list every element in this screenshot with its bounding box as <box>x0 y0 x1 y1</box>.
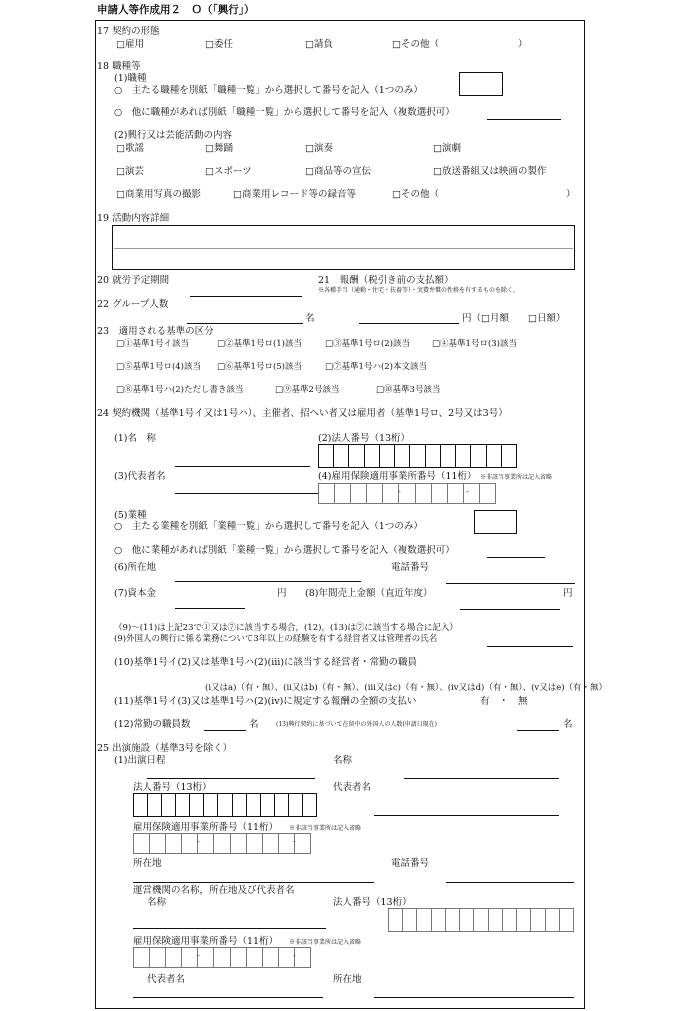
checkbox-drama[interactable]: □演劇 <box>433 143 461 154</box>
full-payment-options[interactable]: 有 ・ 無 <box>480 696 528 707</box>
checkbox-criteria-7[interactable]: □⑦基準1号ハ(2)本文該当 <box>325 362 427 372</box>
radio-other-job[interactable]: ○ 他に職種があれば別紙「職種一覧」から選択して番号を記入（複数選択可） <box>114 107 455 118</box>
foreign-staff-label: (13)興行契約に基づいて在留中の外国人の人数(申請日現在) <box>276 721 437 728</box>
capital-label: (7)資本金 <box>114 588 156 599</box>
operator-representative-field[interactable] <box>133 997 323 998</box>
paren-close: ） <box>566 189 576 200</box>
checkbox-criteria-10[interactable]: □⑩基準3号該当 <box>376 385 441 395</box>
org-name-field[interactable] <box>175 466 310 467</box>
checkbox-other-contract[interactable]: □その他（ <box>392 39 439 50</box>
capital-field[interactable] <box>175 608 245 609</box>
radio-main-industry[interactable]: ○ 主たる業種を別紙「業種一覧」から選択して番号を記入（1つのみ） <box>114 521 423 532</box>
group-size-field[interactable] <box>187 323 303 324</box>
operator-representative-label: 代表者名 <box>147 974 186 985</box>
people-unit: 名 <box>563 719 573 730</box>
operator-address-field[interactable] <box>374 997 574 998</box>
annual-sales-label: (8)年間売上金額（直近年度） <box>305 588 433 599</box>
operator-corp-number-cells[interactable] <box>388 908 574 932</box>
work-period-field[interactable] <box>190 296 302 297</box>
checkbox-sports[interactable]: □スポーツ <box>205 166 252 177</box>
checkbox-mandate[interactable]: □委任 <box>205 39 233 50</box>
reward-period-options[interactable]: 円（□月額 □日額） <box>462 313 566 324</box>
venue-address-field[interactable] <box>133 882 374 883</box>
radio-other-industry[interactable]: ○ 他に業種があれば別紙「業種一覧」から選択して番号を記入（複数選択可） <box>114 545 455 556</box>
venue-corp-number-cells[interactable] <box>133 793 317 817</box>
industry-label: (5)業種 <box>114 510 147 521</box>
annual-sales-field[interactable] <box>460 609 560 610</box>
dash-separator: - <box>197 837 200 846</box>
org-name-label: (1)名 称 <box>114 433 156 444</box>
venue-name-label: 名称 <box>333 755 353 766</box>
corp-number-label: (2)法人番号（13桁） <box>318 433 411 444</box>
checkbox-recording[interactable]: □商業用レコード等の録音等 <box>233 189 356 200</box>
s23-title: 23 適用される基準の区分 <box>97 326 214 337</box>
s25-title: 25 出演施設（基準3号を除く） <box>97 743 233 754</box>
staff-count-label: (12)常勤の職員数 <box>114 719 191 730</box>
venue-representative-field[interactable] <box>374 815 559 816</box>
checkbox-other-activity[interactable]: □その他（ <box>392 189 439 200</box>
performance-schedule-field[interactable] <box>147 778 315 779</box>
dash-separator: - <box>293 837 296 846</box>
reward-title: 21 報酬（税引き前の支払額） <box>318 275 454 286</box>
checkbox-criteria-9[interactable]: □⑨基準2号該当 <box>275 385 340 395</box>
reward-amount-field[interactable] <box>359 323 459 324</box>
dash-separator: - <box>197 951 200 960</box>
checkbox-song[interactable]: □歌謡 <box>116 143 144 154</box>
fulltime-staff-label: (10)基準1号イ(2)又は基準1号ハ(2)(ⅲ)に該当する経営者・常勤の職員 <box>114 657 418 668</box>
s19-title: 19 活動内容詳細 <box>97 213 170 224</box>
reward-note: ※各種手当（通勤・住宅・扶養等）・実費弁償の性格を有するものを除く。 <box>318 287 519 294</box>
venue-representative-label: 代表者名 <box>333 782 372 793</box>
operator-employment-insurance-note: ※非該当事業所は記入省略 <box>289 939 362 946</box>
people-unit: 名 <box>305 313 315 324</box>
employment-insurance-label: (4)雇用保険適用事業所番号（11桁） <box>318 471 477 482</box>
employment-insurance-note: ※非該当事業所は記入省略 <box>480 474 553 481</box>
address-label: (6)所在地 <box>114 562 156 573</box>
yen-unit: 円 <box>563 588 573 599</box>
representative-field[interactable] <box>175 493 318 494</box>
checkbox-employment[interactable]: □雇用 <box>116 39 144 50</box>
venue-name-field[interactable] <box>404 778 559 779</box>
checkbox-criteria-1[interactable]: □①基準1号イ該当 <box>116 339 189 349</box>
s24-title: 24 契約機関（基準1号イ又は1号ハ）、主催者、招へい者又は雇用者（基準1号ロ、2号又は3号） <box>97 408 508 419</box>
yen-unit: 円 <box>277 588 287 599</box>
s22-title: 22 グループ人数 <box>97 299 169 310</box>
operator-name-label: 名称 <box>147 897 167 908</box>
other-industry-field[interactable] <box>487 557 545 558</box>
performance-schedule-label: (1)出演日程 <box>114 755 166 766</box>
foreign-staff-field[interactable] <box>517 730 559 731</box>
venue-address-label: 所在地 <box>133 858 162 869</box>
phone-label: 電話番号 <box>391 562 430 573</box>
checkbox-criteria-8[interactable]: □⑧基準1号ハ(2)ただし書き該当 <box>116 385 244 395</box>
checkbox-criteria-4[interactable]: □④基準1号ロ(3)該当 <box>432 339 517 349</box>
venue-employment-insurance-label: 雇用保険適用事業所番号（11桁） <box>133 822 279 833</box>
checkbox-criteria-2[interactable]: □②基準1号ロ(1)該当 <box>217 339 302 349</box>
representative-label: (3)代表者名 <box>114 471 166 482</box>
operator-heading: 運営機関の名称，所在地及び代表者名 <box>133 885 295 896</box>
dash-separator: - <box>466 487 469 496</box>
radio-main-job[interactable]: ○ 主たる職種を別紙「職種一覧」から選択して番号を記入（1つのみ） <box>114 85 423 96</box>
dash-separator: - <box>398 487 401 496</box>
s18-activity-label: (2)興行又は芸能活動の内容 <box>114 130 232 141</box>
venue-phone-field[interactable] <box>446 882 574 883</box>
conditional-note: （9)～(11)は上記23で①又は⑦に該当する場合，(12)，(13)は⑦に該当する場合に記入） <box>114 623 458 633</box>
staff-count-field[interactable] <box>204 730 246 731</box>
manager-name-field[interactable] <box>487 646 573 647</box>
s18-job-label: (1)職種 <box>114 73 147 84</box>
checkbox-broadcast[interactable]: □放送番組又は映画の製作 <box>433 166 547 177</box>
operator-employment-insurance-label: 雇用保険適用事業所番号（11桁） <box>133 936 279 947</box>
address-field[interactable] <box>175 581 361 582</box>
checkbox-criteria-6[interactable]: □⑥基準1号ロ(5)該当 <box>217 362 302 372</box>
employment-insurance-cells[interactable] <box>318 483 496 504</box>
checkbox-criteria-3[interactable]: □③基準1号ロ(2)該当 <box>325 339 410 349</box>
activity-details-field[interactable] <box>112 225 575 270</box>
corp-number-cells[interactable] <box>318 444 517 468</box>
checkbox-promotion[interactable]: □商品等の宣伝 <box>305 166 371 177</box>
other-job-field[interactable] <box>487 119 561 120</box>
people-unit: 名 <box>249 719 259 730</box>
venue-employment-insurance-cells[interactable] <box>133 833 311 854</box>
staff-criteria-options[interactable]: (ⅰ又はa)（有・無）、(ⅱ又はb)（有・無）、(ⅲ又はc)（有・無）、(ⅳ又はd)（有・無）、(ⅴ又はe)（有・無） <box>205 683 608 693</box>
main-job-number-box[interactable] <box>459 72 503 96</box>
phone-field[interactable] <box>446 583 575 584</box>
checkbox-entertainment[interactable]: □演芸 <box>116 166 144 177</box>
operator-address-label: 所在地 <box>333 974 362 985</box>
checkbox-music[interactable]: □演奏 <box>305 143 333 154</box>
paren-close: ） <box>518 39 528 50</box>
checkbox-dance[interactable]: □舞踊 <box>205 143 233 154</box>
s18-title: 18 職種等 <box>97 61 141 72</box>
operator-name-field[interactable] <box>133 928 326 929</box>
manager-name-label: (9)外国人の興行に係る業務について3年以上の経験を有する経営者又は管理者の氏名 <box>114 634 438 644</box>
venue-employment-insurance-note: ※非該当事業所は記入省略 <box>289 825 362 832</box>
operator-employment-insurance-cells[interactable] <box>133 947 311 968</box>
form-header: 申請人等作成用２ Ｏ（「興行」） <box>97 4 255 16</box>
venue-phone-label: 電話番号 <box>391 858 430 869</box>
operator-corp-number-label: 法人番号（13桁） <box>333 897 412 908</box>
s17-title: 17 契約の形態 <box>97 26 160 37</box>
full-payment-label: (11)基準1号イ(3)又は基準1号ハ(2)(ⅳ)に規定する報酬の全額の支払い <box>114 696 417 707</box>
dash-separator: - <box>293 951 296 960</box>
s20-title: 20 就労予定期間 <box>97 275 170 286</box>
checkbox-contract[interactable]: □請負 <box>305 39 333 50</box>
main-industry-number-box[interactable] <box>474 510 517 534</box>
venue-corp-number-label: 法人番号（13桁） <box>133 782 212 793</box>
checkbox-photo[interactable]: □商業用写真の撮影 <box>116 189 201 200</box>
checkbox-criteria-5[interactable]: □⑤基準1号ロ(4)該当 <box>116 362 201 372</box>
